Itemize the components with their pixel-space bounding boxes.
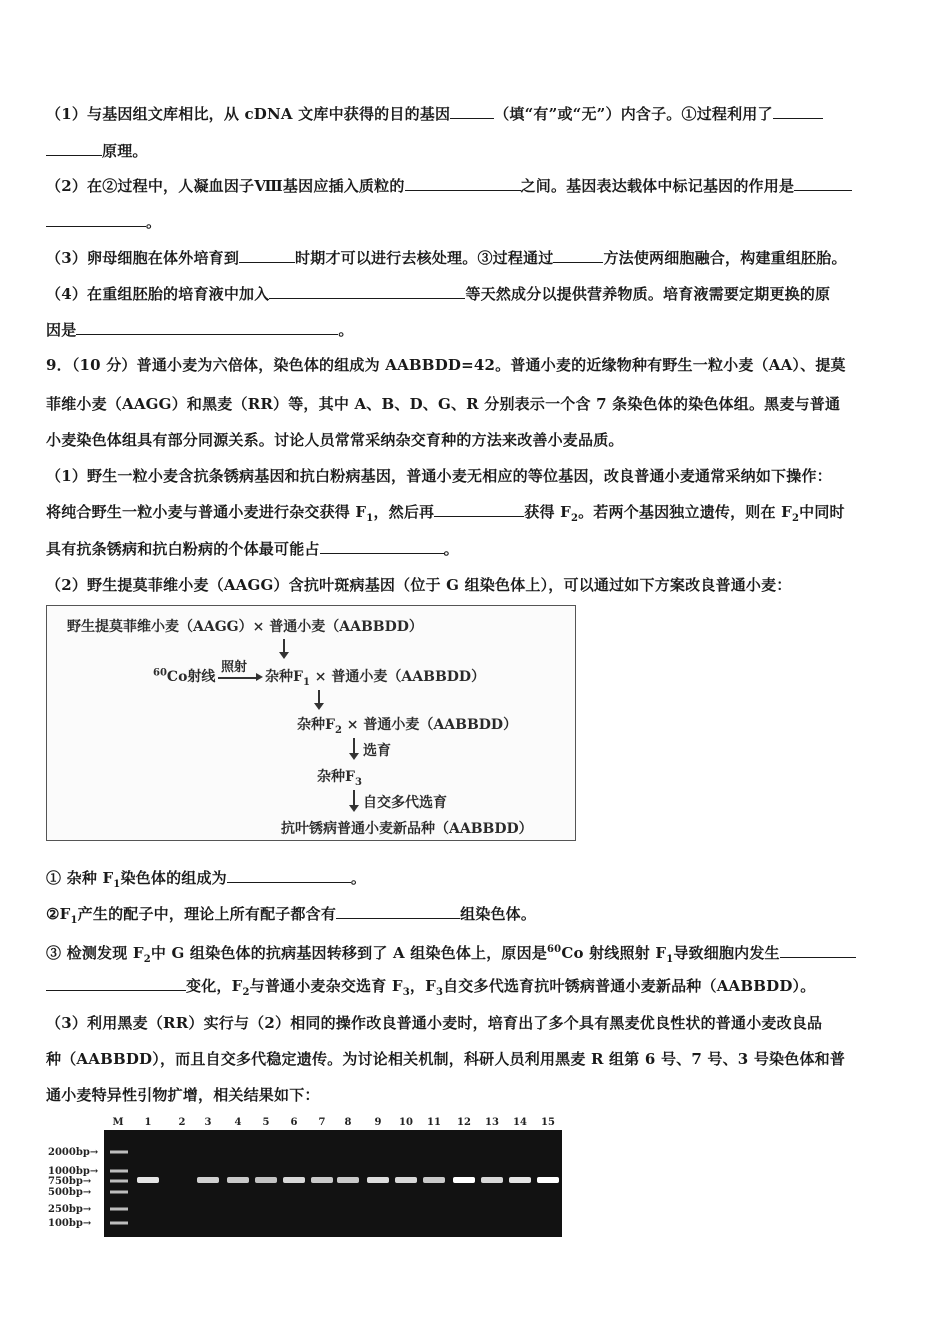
gel-electrophoresis-image: [46, 1114, 566, 1239]
down-arrow-icon: [353, 738, 355, 758]
q9-intro-line1: 9．（10 分）普通小麦为六倍体，染色体的组成为 AABBDD=42。普通小麦的近缘物种有野生一粒小麦（AA）、提莫: [46, 356, 846, 374]
sample-band: [367, 1177, 389, 1183]
answer-blank[interactable]: [450, 104, 494, 119]
gel-marker-label: 1000bp→: [48, 1166, 99, 1177]
ladder-band: [110, 1208, 128, 1211]
gel-lane-label: 4: [234, 1117, 242, 1128]
sample-band: [509, 1177, 531, 1183]
q9-sub2-line1: （2）野生提莫菲维小麦（AAGG）含抗叶斑病基因（位于 G 组染色体上），可以通过如下方案改良普通小麦：: [46, 576, 792, 594]
gel-lane-label: 15: [541, 1117, 555, 1128]
ladder-band: [110, 1170, 128, 1173]
answer-blank[interactable]: [434, 502, 524, 517]
answer-blank[interactable]: [773, 104, 823, 119]
q9-sub2-q3-line2: 变化，$F_2$与普通小麦杂交选育 $F_3$，$F_3$自交多代选育抗叶锈病普通小麦新品种（AABBDD）。: [46, 976, 815, 1003]
gel-marker-label: 500bp→: [48, 1187, 92, 1198]
sample-band: [197, 1177, 219, 1183]
q9-sub3-line2: 种（AABBDD），而且自交多代稳定遗传。为讨论相关机制，科研人员利用黑麦 R 组第 6 号、7 号、3 号染色体和普: [46, 1050, 846, 1068]
gel-lane-label: 1: [144, 1117, 152, 1128]
gel-lane-label: 3: [204, 1117, 212, 1128]
sample-band: [283, 1177, 305, 1183]
flow-row-f3: 杂种$F_3$: [317, 769, 362, 788]
gel-lane-label: 9: [374, 1117, 382, 1128]
gel-marker-label: 100bp→: [48, 1218, 92, 1229]
q8-part4-line2: 因是 。: [46, 321, 354, 339]
q9-sub2-q2: $②F_1$产生的配子中，理论上所有配子都含有 组染色体。: [46, 905, 537, 926]
gel-lane-label: 14: [513, 1117, 527, 1128]
arrowhead-icon: [256, 673, 263, 681]
q9-sub3-line1: （3）利用黑麦（RR）实行与（2）相同的操作改良普通小麦时，培育出了多个具有黑麦优良性状的普通小麦改良品: [46, 1014, 823, 1032]
q8-part1-line1: （1）与基因组文库相比，从 cDNA 文库中获得的目的基因 （填“有”或“无”）内含子。①过程利用了: [46, 104, 823, 124]
answer-blank[interactable]: [269, 284, 465, 299]
ladder-band: [110, 1191, 128, 1194]
answer-blank[interactable]: [239, 248, 295, 263]
answer-blank[interactable]: [320, 539, 444, 554]
ladder-band: [110, 1180, 128, 1183]
gel-lane-label: 6: [290, 1117, 298, 1128]
right-arrow-icon: [218, 677, 258, 679]
q9-intro-line3: 小麦染色体组具有部分同源关系。讨论人员常常采纳杂交育种的方法来改善小麦品质。: [46, 431, 624, 449]
flow-co-label: $^{60}$Co射线: [153, 667, 216, 685]
flow-row-f2: 杂种$F_2$ × 普通小麦（AABBDD）: [297, 717, 518, 736]
sample-band: [255, 1177, 277, 1183]
sample-band: [311, 1177, 333, 1183]
q8-part2-line1: （2）在②过程中，人凝血因子Ⅷ基因应插入质粒的 之间。基因表达载体中标记基因的作用是: [46, 176, 852, 196]
gel-lane-label: 10: [399, 1117, 413, 1128]
flow-irradiate-label: 照射: [221, 660, 248, 675]
ladder-band: [110, 1222, 128, 1225]
down-arrow-icon: [318, 690, 320, 708]
gel-lane-label: M: [112, 1117, 124, 1128]
gel-lane-label: 12: [457, 1117, 471, 1128]
sample-band: [227, 1177, 249, 1183]
gel-lane-label: 7: [318, 1117, 326, 1128]
sample-band: [537, 1177, 559, 1183]
answer-blank[interactable]: [405, 176, 521, 191]
gel-marker-label: 250bp→: [48, 1204, 92, 1215]
answer-blank[interactable]: [227, 868, 351, 883]
gel-lane-label: 13: [485, 1117, 499, 1128]
q8-part2-line2: 。: [46, 212, 161, 232]
breeding-flowchart: [46, 605, 576, 841]
q9-sub1-line2: 将纯合野生一粒小麦与普通小麦进行杂交获得 $F_1$，然后再 获得 $F_2$。若两个基因独立遗传，则在 $F_2$中同时: [46, 503, 845, 524]
answer-blank[interactable]: [46, 141, 102, 156]
gel-marker-label: 750bp→: [48, 1176, 92, 1187]
q9-intro-line2: 菲维小麦（AAGG）和黑麦（RR）等，其中 A、B、D、G、R 分别表示一个含 7 条染色体的染色体组。黑麦与普通: [46, 395, 841, 413]
down-arrow-icon: [283, 639, 285, 657]
flow-row-f1: 杂种$F_1$ × 普通小麦（AABBDD）: [265, 669, 486, 688]
sample-band: [137, 1177, 159, 1183]
sample-band: [481, 1177, 503, 1183]
q8-part3: （3）卵母细胞在体外培育到 时期才可以进行去核处理。③过程通过 方法使两细胞融合，构建重组胚胎。: [46, 249, 847, 267]
answer-blank[interactable]: [76, 320, 338, 335]
answer-blank[interactable]: [46, 976, 186, 991]
flow-select-label: 选育: [363, 743, 391, 759]
answer-blank[interactable]: [336, 904, 460, 919]
answer-blank[interactable]: [46, 212, 146, 227]
gel-lane-label: 8: [344, 1117, 352, 1128]
q9-sub1-line1: （1）野生一粒小麦含抗条锈病基因和抗白粉病基因，普通小麦无相应的等位基因，改良普通小麦通常采纳如下操作：: [46, 467, 832, 485]
gel-lane-label: 2: [178, 1117, 186, 1128]
flow-row-parents: 野生提莫菲维小麦（AAGG）× 普通小麦（AABBDD）: [67, 619, 423, 635]
down-arrow-icon: [353, 790, 355, 810]
flow-self-select-label: 自交多代选育: [363, 795, 447, 811]
answer-blank[interactable]: [780, 943, 856, 958]
sample-band: [395, 1177, 417, 1183]
q8-part1-line2: 原理。: [46, 141, 148, 161]
gel-background: [104, 1130, 562, 1237]
q9-sub2-q3-line1: ③ 检测发现 $F_2$中 G 组染色体的抗病基因转移到了 A 组染色体上，原因是$^{60}$Co 射线照射 $F_1$导致细胞内发生: [46, 940, 856, 970]
answer-blank[interactable]: [553, 248, 603, 263]
sample-band: [423, 1177, 445, 1183]
q9-sub2-q1: ① 杂种 $F_1$染色体的组成为 。: [46, 869, 367, 890]
sample-band: [453, 1177, 475, 1183]
gel-lane-label: 11: [427, 1117, 441, 1128]
flow-row-new-variety: 抗叶锈病普通小麦新品种（AABBDD）: [281, 821, 533, 837]
q9-sub3-line3: 通小麦特异性引物扩增，相关结果如下：: [46, 1086, 320, 1104]
gel-marker-label: 2000bp→: [48, 1147, 99, 1158]
ladder-band: [110, 1151, 128, 1154]
gel-lane-label: 5: [262, 1117, 270, 1128]
answer-blank[interactable]: [794, 176, 852, 191]
sample-band: [337, 1177, 359, 1183]
q8-part4-line1: （4）在重组胚胎的培育液中加入 等天然成分以提供营养物质。培育液需要定期更换的原: [46, 285, 831, 303]
q9-sub1-line3: 具有抗条锈病和抗白粉病的个体最可能占 。: [46, 540, 459, 558]
